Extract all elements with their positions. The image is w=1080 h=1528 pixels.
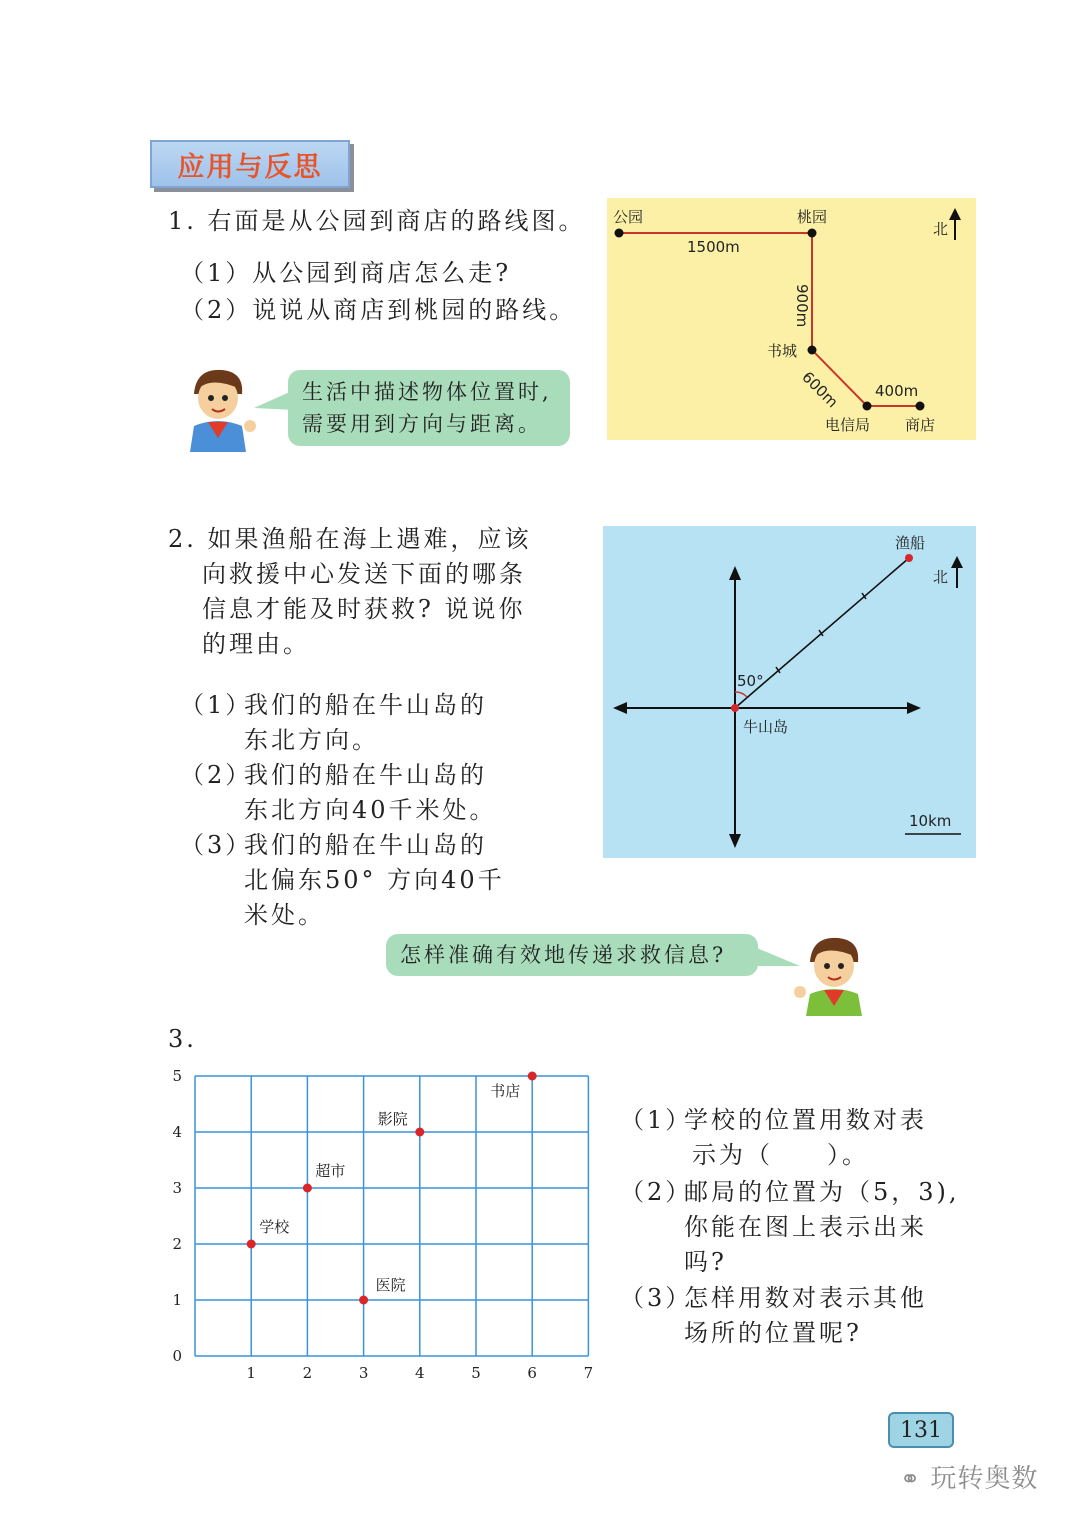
angle-label: 50° — [737, 672, 764, 690]
q2-stem-line-4: 的理由。 — [202, 630, 310, 658]
y-tick-label: 1 — [172, 1291, 182, 1309]
q3-option-1-num: （1） — [620, 1106, 693, 1134]
q2-stem-line-1: 2. 如果渔船在海上遇难，应该 — [168, 525, 532, 553]
location-label: 超市 — [315, 1162, 346, 1180]
q2-option-2-line-2: 东北方向40千米处。 — [244, 796, 497, 824]
x-tick-labels — [246, 1364, 593, 1382]
q1-option-1 — [180, 256, 511, 291]
q1-bubble-line-2: 需要用到方向与距离。 — [302, 412, 542, 436]
q2-option-3-line-2: 北偏东50° 方向40千 — [244, 866, 505, 894]
wechat-icon: ⚭ — [900, 1465, 922, 1493]
sea-map-lines — [603, 526, 976, 858]
x-tick-label: 4 — [415, 1364, 425, 1382]
q3-option-3-line-1: 怎样用数对表示其他 — [684, 1284, 927, 1312]
park-point — [615, 229, 624, 238]
q3-option-1 — [620, 1103, 1000, 1173]
q3-option-2-num: （2） — [620, 1178, 693, 1206]
niushan-island-point — [731, 704, 739, 712]
y-tick-label: 3 — [172, 1179, 182, 1197]
niushan-island-label: 牛山岛 — [743, 718, 789, 736]
q2-speech-bubble: 怎样准确有效地传递求救信息? — [386, 934, 758, 976]
x-tick-label: 5 — [471, 1364, 481, 1382]
x-tick-label: 6 — [527, 1364, 537, 1382]
y-tick-label: 4 — [172, 1123, 182, 1141]
page-number: 131 — [888, 1412, 954, 1448]
q3-number: 3. — [168, 1025, 197, 1053]
q1-bubble-line-1: 生活中描述物体位置时, — [302, 380, 552, 404]
bookstore-label: 书城 — [767, 342, 798, 360]
distance-600m: 600m — [798, 368, 842, 412]
location-point — [415, 1128, 424, 1137]
q3-option-1-line-2: 示为（ ）。 — [692, 1141, 869, 1169]
location-point — [303, 1184, 312, 1193]
q3-option-3 — [620, 1281, 1000, 1351]
shop-point — [916, 402, 925, 411]
q3-option-2-line-2: 你能在图上表示出来 — [684, 1213, 927, 1241]
y-tick-label: 5 — [172, 1067, 182, 1085]
x-tick-label: 2 — [302, 1364, 313, 1382]
q3-option-3-line-2: 场所的位置呢? — [684, 1319, 862, 1347]
q2-option-1-line-1: 我们的船在牛山岛的 — [244, 691, 487, 719]
location-point — [247, 1240, 256, 1249]
y-tick-label: 2 — [172, 1235, 182, 1253]
q2-option-2-num: （2） — [180, 761, 253, 789]
q3-option-1-line-1: 学校的位置用数对表 — [684, 1106, 927, 1134]
q1-option-2-text: 说说从商店到桃园的路线。 — [252, 296, 577, 324]
location-point — [528, 1072, 537, 1081]
location-label: 学校 — [259, 1218, 290, 1236]
x-tick-label: 1 — [246, 1364, 256, 1382]
q2-option-1 — [180, 688, 540, 758]
y-tick-labels — [172, 1067, 182, 1365]
q2-option-3-num: （3） — [180, 831, 253, 859]
q1-option-2-num: （2） — [180, 296, 253, 324]
route-map — [607, 198, 976, 440]
q1-option-2 — [180, 293, 576, 328]
q2-option-2 — [180, 758, 540, 828]
location-point — [359, 1296, 368, 1305]
q3-option-2 — [620, 1175, 1020, 1280]
q2-option-1-num: （1） — [180, 691, 253, 719]
boy-illustration-1 — [180, 364, 260, 454]
north-label: 北 — [933, 568, 949, 586]
q1-speech-bubble — [288, 370, 570, 446]
north-label: 北 — [933, 220, 949, 238]
q1-option-1-text: 从公园到商店怎么走? — [252, 259, 512, 287]
distance-900m: 900m — [793, 284, 811, 328]
q2-stem-line-2: 向救援中心发送下面的哪条 — [202, 560, 526, 588]
location-label: 医院 — [375, 1276, 406, 1294]
peach-garden-point — [808, 229, 817, 238]
q2-option-3-line-3: 米处。 — [244, 901, 325, 929]
q3-option-3-num: （3） — [620, 1284, 693, 1312]
telecom-label: 电信局 — [825, 416, 871, 434]
q2-option-3-line-1: 我们的船在牛山岛的 — [244, 831, 487, 859]
bookstore-point — [808, 346, 817, 355]
watermark — [900, 1458, 1038, 1495]
route-map-lines — [607, 198, 976, 440]
boy-illustration-2 — [790, 934, 872, 1016]
q1-stem: 1. 右面是从公园到商店的路线图。 — [168, 207, 586, 235]
fishing-boat-point — [905, 554, 913, 562]
x-tick-label: 3 — [358, 1364, 369, 1382]
q2-stem-line-3: 信息才能及时获救? 说说你 — [202, 595, 526, 623]
q2-stem — [168, 522, 532, 662]
q1-bubble-tail — [254, 388, 294, 412]
x-tick-label: 7 — [583, 1364, 594, 1382]
north-arrow-icon — [949, 208, 961, 240]
y-tick-label: 0 — [172, 1347, 182, 1365]
q2-option-3 — [180, 828, 540, 933]
peach-garden-label: 桃园 — [797, 208, 828, 226]
distance-1500m: 1500m — [687, 238, 740, 256]
q3-option-2-line-1: 邮局的位置为（5，3), — [684, 1178, 960, 1206]
q2-option-2-line-1: 我们的船在牛山岛的 — [244, 761, 487, 789]
location-label: 影院 — [377, 1110, 408, 1128]
scale-label: 10km — [909, 812, 952, 830]
sea-map — [603, 526, 976, 858]
section-title: 应用与反思 — [150, 140, 350, 188]
north-arrow-icon — [951, 556, 963, 588]
telecom-point — [863, 402, 872, 411]
shop-label: 商店 — [905, 416, 936, 434]
distance-400m: 400m — [875, 382, 919, 400]
location-label: 书店 — [490, 1082, 521, 1100]
q1-option-1-num: （1） — [180, 259, 253, 287]
coordinate-grid-chart — [160, 1060, 610, 1390]
q3-option-2-line-3: 吗? — [684, 1248, 727, 1276]
q2-option-1-line-2: 东北方向。 — [244, 726, 379, 754]
watermark-text: 玩转奥数 — [930, 1464, 1039, 1494]
park-label: 公园 — [613, 208, 644, 226]
fishing-boat-label: 渔船 — [895, 534, 926, 552]
